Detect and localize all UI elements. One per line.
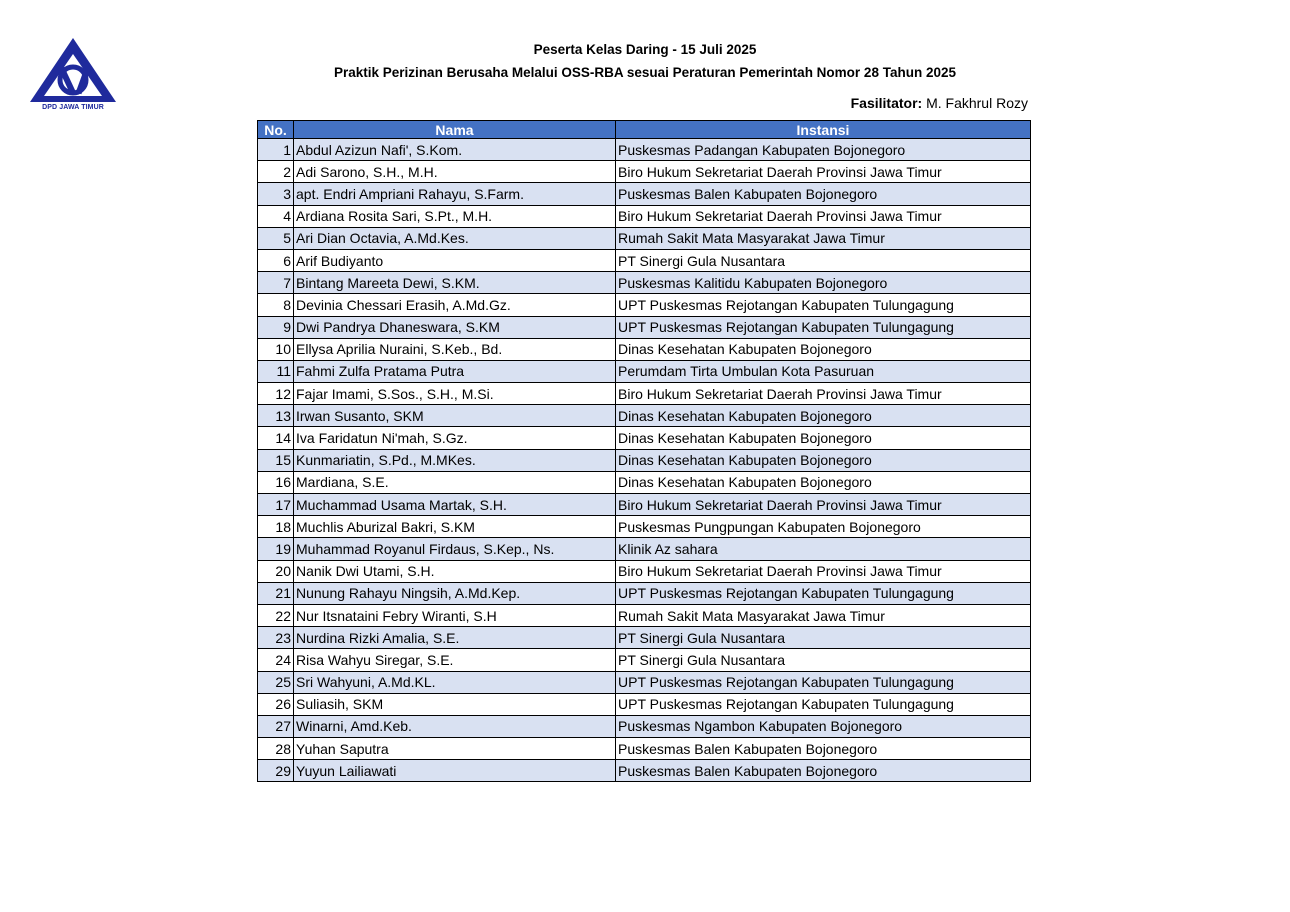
- cell-instansi: Biro Hukum Sekretariat Daerah Provinsi Jawa Timur: [616, 161, 1031, 183]
- table-row: [258, 471, 1031, 493]
- participants-table: [257, 120, 1031, 782]
- cell-nama: Irwan Susanto, SKM: [294, 405, 616, 427]
- page-subtitle: Praktik Perizinan Berusaha Melalui OSS-RBA sesuai Peraturan Pemerintah Nomor 28 Tahun 2025: [334, 65, 956, 80]
- cell-no: 8: [258, 294, 294, 316]
- cell-no: 9: [258, 316, 294, 338]
- column-header-instansi: Instansi: [616, 121, 1031, 139]
- cell-no: 20: [258, 560, 294, 582]
- table-row: [258, 427, 1031, 449]
- table-row: [258, 649, 1031, 671]
- cell-nama: Risa Wahyu Siregar, S.E.: [294, 649, 616, 671]
- cell-instansi: UPT Puskesmas Rejotangan Kabupaten Tulungagung: [616, 316, 1031, 338]
- cell-no: 29: [258, 760, 294, 782]
- cell-no: 22: [258, 604, 294, 626]
- cell-instansi: Dinas Kesehatan Kabupaten Bojonegoro: [616, 471, 1031, 493]
- cell-instansi: Puskesmas Pungpungan Kabupaten Bojonegoro: [616, 516, 1031, 538]
- cell-instansi: UPT Puskesmas Rejotangan Kabupaten Tulungagung: [616, 582, 1031, 604]
- cell-no: 1: [258, 139, 294, 161]
- cell-nama: apt. Endri Ampriani Rahayu, S.Farm.: [294, 183, 616, 205]
- cell-nama: Mardiana, S.E.: [294, 471, 616, 493]
- cell-nama: Suliasih, SKM: [294, 693, 616, 715]
- cell-instansi: Puskesmas Padangan Kabupaten Bojonegoro: [616, 139, 1031, 161]
- cell-no: 16: [258, 471, 294, 493]
- cell-instansi: Dinas Kesehatan Kabupaten Bojonegoro: [616, 405, 1031, 427]
- cell-instansi: Biro Hukum Sekretariat Daerah Provinsi Jawa Timur: [616, 205, 1031, 227]
- cell-no: 15: [258, 449, 294, 471]
- cell-nama: Muchammad Usama Martak, S.H.: [294, 494, 616, 516]
- table-row: [258, 139, 1031, 161]
- cell-no: 5: [258, 227, 294, 249]
- cell-instansi: Dinas Kesehatan Kabupaten Bojonegoro: [616, 449, 1031, 471]
- table-row: [258, 205, 1031, 227]
- cell-nama: Nurdina Rizki Amalia, S.E.: [294, 627, 616, 649]
- table-row: [258, 383, 1031, 405]
- cell-nama: Abdul Azizun Nafi', S.Kom.: [294, 139, 616, 161]
- cell-instansi: Rumah Sakit Mata Masyarakat Jawa Timur: [616, 604, 1031, 626]
- table-row: [258, 183, 1031, 205]
- table-body: [258, 139, 1031, 782]
- cell-nama: Muchlis Aburizal Bakri, S.KM: [294, 516, 616, 538]
- table-row: [258, 449, 1031, 471]
- cell-nama: Bintang Mareeta Dewi, S.KM.: [294, 272, 616, 294]
- table-row: [258, 582, 1031, 604]
- cell-instansi: Klinik Az sahara: [616, 538, 1031, 560]
- cell-nama: Ardiana Rosita Sari, S.Pt., M.H.: [294, 205, 616, 227]
- cell-nama: Ellysa Aprilia Nuraini, S.Keb., Bd.: [294, 338, 616, 360]
- cell-no: 4: [258, 205, 294, 227]
- table-row: [258, 494, 1031, 516]
- cell-no: 2: [258, 161, 294, 183]
- table-row: [258, 316, 1031, 338]
- cell-no: 28: [258, 738, 294, 760]
- cell-nama: Winarni, Amd.Keb.: [294, 715, 616, 737]
- facilitator-label: Fasilitator:: [850, 95, 923, 111]
- cell-nama: Devinia Chessari Erasih, A.Md.Gz.: [294, 294, 616, 316]
- cell-no: 19: [258, 538, 294, 560]
- cell-instansi: Perumdam Tirta Umbulan Kota Pasuruan: [616, 360, 1031, 382]
- table-row: [258, 538, 1031, 560]
- facilitator-name: M. Fakhrul Rozy: [926, 95, 1028, 111]
- cell-instansi: UPT Puskesmas Rejotangan Kabupaten Tulungagung: [616, 693, 1031, 715]
- cell-nama: Ari Dian Octavia, A.Md.Kes.: [294, 227, 616, 249]
- table-row: [258, 338, 1031, 360]
- cell-no: 6: [258, 249, 294, 271]
- cell-no: 25: [258, 671, 294, 693]
- cell-no: 10: [258, 338, 294, 360]
- cell-instansi: Puskesmas Balen Kabupaten Bojonegoro: [616, 183, 1031, 205]
- cell-nama: Nanik Dwi Utami, S.H.: [294, 560, 616, 582]
- cell-nama: Sri Wahyuni, A.Md.KL.: [294, 671, 616, 693]
- table-row: [258, 693, 1031, 715]
- facilitator-line: [851, 95, 1028, 111]
- cell-instansi: Biro Hukum Sekretariat Daerah Provinsi Jawa Timur: [616, 560, 1031, 582]
- cell-nama: Fahmi Zulfa Pratama Putra: [294, 360, 616, 382]
- table-row: [258, 405, 1031, 427]
- table-row: [258, 715, 1031, 737]
- page-title: Peserta Kelas Daring - 15 Juli 2025: [533, 42, 757, 57]
- cell-nama: Fajar Imami, S.Sos., S.H., M.Si.: [294, 383, 616, 405]
- table-row: [258, 249, 1031, 271]
- cell-instansi: PT Sinergi Gula Nusantara: [616, 249, 1031, 271]
- cell-instansi: Biro Hukum Sekretariat Daerah Provinsi Jawa Timur: [616, 494, 1031, 516]
- cell-no: 18: [258, 516, 294, 538]
- cell-instansi: Puskesmas Balen Kabupaten Bojonegoro: [616, 760, 1031, 782]
- cell-nama: Yuhan Saputra: [294, 738, 616, 760]
- table-row: [258, 738, 1031, 760]
- cell-no: 3: [258, 183, 294, 205]
- cell-nama: Arif Budiyanto: [294, 249, 616, 271]
- cell-no: 7: [258, 272, 294, 294]
- cell-nama: Nunung Rahayu Ningsih, A.Md.Kep.: [294, 582, 616, 604]
- table-row: [258, 560, 1031, 582]
- column-header-nama: Nama: [294, 121, 616, 139]
- cell-no: 17: [258, 494, 294, 516]
- cell-no: 26: [258, 693, 294, 715]
- logo-caption: DPD JAWA TIMUR: [42, 104, 104, 111]
- cell-nama: Muhammad Royanul Firdaus, S.Kep., Ns.: [294, 538, 616, 560]
- table-header-row: [258, 121, 1031, 139]
- table-row: [258, 671, 1031, 693]
- table-row: [258, 627, 1031, 649]
- cell-instansi: Rumah Sakit Mata Masyarakat Jawa Timur: [616, 227, 1031, 249]
- table-row: [258, 227, 1031, 249]
- cell-instansi: Puskesmas Ngambon Kabupaten Bojonegoro: [616, 715, 1031, 737]
- table-row: [258, 161, 1031, 183]
- cell-instansi: Puskesmas Balen Kabupaten Bojonegoro: [616, 738, 1031, 760]
- cell-instansi: UPT Puskesmas Rejotangan Kabupaten Tulungagung: [616, 294, 1031, 316]
- table-row: [258, 516, 1031, 538]
- cell-nama: Kunmariatin, S.Pd., M.MKes.: [294, 449, 616, 471]
- table-row: [258, 272, 1031, 294]
- cell-no: 11: [258, 360, 294, 382]
- cell-instansi: Dinas Kesehatan Kabupaten Bojonegoro: [616, 427, 1031, 449]
- cell-instansi: Puskesmas Kalitidu Kabupaten Bojonegoro: [616, 272, 1031, 294]
- table-row: [258, 294, 1031, 316]
- table-row: [258, 760, 1031, 782]
- cell-instansi: PT Sinergi Gula Nusantara: [616, 627, 1031, 649]
- cell-instansi: Biro Hukum Sekretariat Daerah Provinsi Jawa Timur: [616, 383, 1031, 405]
- cell-no: 21: [258, 582, 294, 604]
- cell-instansi: PT Sinergi Gula Nusantara: [616, 649, 1031, 671]
- cell-no: 24: [258, 649, 294, 671]
- cell-nama: Iva Faridatun Ni'mah, S.Gz.: [294, 427, 616, 449]
- cell-no: 23: [258, 627, 294, 649]
- cell-nama: Nur Itsnataini Febry Wiranti, S.H: [294, 604, 616, 626]
- table-row: [258, 604, 1031, 626]
- cell-instansi: Dinas Kesehatan Kabupaten Bojonegoro: [616, 338, 1031, 360]
- cell-no: 12: [258, 383, 294, 405]
- cell-nama: Dwi Pandrya Dhaneswara, S.KM: [294, 316, 616, 338]
- column-header-no: No.: [258, 121, 294, 139]
- table-row: [258, 360, 1031, 382]
- cell-nama: Adi Sarono, S.H., M.H.: [294, 161, 616, 183]
- cell-no: 27: [258, 715, 294, 737]
- cell-instansi: UPT Puskesmas Rejotangan Kabupaten Tulungagung: [616, 671, 1031, 693]
- cell-nama: Yuyun Lailiawati: [294, 760, 616, 782]
- cell-no: 13: [258, 405, 294, 427]
- cell-no: 14: [258, 427, 294, 449]
